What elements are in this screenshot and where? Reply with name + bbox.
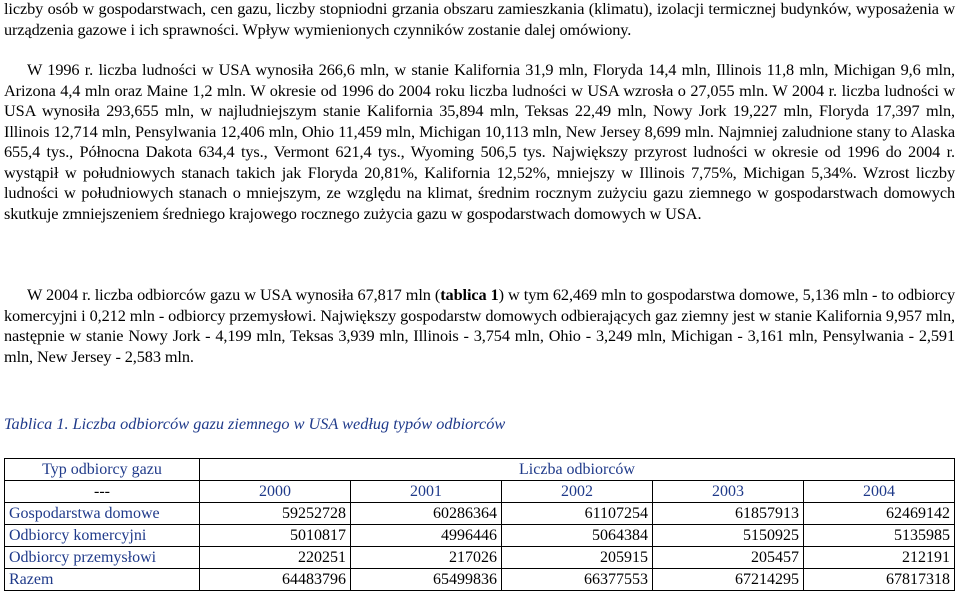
table-row bbox=[5, 525, 955, 547]
header-consumer-count: Liczba odbiorców bbox=[200, 459, 955, 481]
value-cell: 66377553 bbox=[502, 569, 653, 591]
year-cell: 2000 bbox=[200, 481, 351, 503]
year-cell: 2004 bbox=[804, 481, 955, 503]
value-cell: 205457 bbox=[653, 547, 804, 569]
row-label: Gospodarstwa domowe bbox=[5, 503, 200, 525]
value-cell: 205915 bbox=[502, 547, 653, 569]
table-years-row bbox=[5, 481, 955, 503]
consumers-table bbox=[4, 458, 955, 591]
value-cell: 5010817 bbox=[200, 525, 351, 547]
value-cell: 61857913 bbox=[653, 503, 804, 525]
value-cell: 59252728 bbox=[200, 503, 351, 525]
value-cell: 64483796 bbox=[200, 569, 351, 591]
value-cell: 212191 bbox=[804, 547, 955, 569]
row-label: Odbiorcy przemysłowi bbox=[5, 547, 200, 569]
value-cell: 217026 bbox=[351, 547, 502, 569]
table-row-total bbox=[5, 569, 955, 591]
paragraph-population: W 1996 r. liczba ludności w USA wynosiła 266,6 mln, w stanie Kalifornia 31,9 mln, Floryda 14,4 mln, Illinois 11,8 mln, Michigan 9,6 mln, Arizona 4,4 mln oraz Maine 1,2 mln. W okresie od 1996 do 2004 roku liczba ludności w USA wzrosła o 27,055 mln. W 2004 r. liczba ludności w USA wynosiła 293,655 mln, w najludniejszym stanie Kalifornia 35,894 mln, Teksas 22,49 mln, Nowy Jork 19,227 mln, Floryda 17,397 mln, Illinois 12,714 mln, Pensylwania 12,406 mln, Ohio 11,459 mln, Michigan 10,113 mln, New Jersey 8,699 mln. Najmniej zaludnione stany to Alaska 655,4 tys., Północna Dakota 634,4 tys., Vermont 621,4 tys., Wyoming 506,5 tys. Największy przyrost ludności w okresie od 1996 do 2004 r. wystąpił w południowych stanach takich jak Floryda 20,81%, Kalifornia 12,52%, mniejszy w Illinois 7,75%, Michigan 5,34%. Wzrost liczby ludności w południowych stanach o mniejszym, ze względu na klimat, średnim rocznym zużyciu gazu ziemnego w gospodarstwach domowych skutkuje zmniejszeniem średniego krajowego rocznego zużycia gazu w gospodarstwach domowych w USA. bbox=[4, 60, 955, 223]
year-cell: 2003 bbox=[653, 481, 804, 503]
table-header-row bbox=[5, 459, 955, 481]
table-row bbox=[5, 547, 955, 569]
value-cell: 62469142 bbox=[804, 503, 955, 525]
table-row bbox=[5, 503, 955, 525]
value-cell: 65499836 bbox=[351, 569, 502, 591]
value-cell: 61107254 bbox=[502, 503, 653, 525]
value-cell: 4996446 bbox=[351, 525, 502, 547]
table-caption: Tablica 1. Liczba odbiorców gazu ziemnego w USA według typów odbiorców bbox=[4, 414, 506, 433]
value-cell: 220251 bbox=[200, 547, 351, 569]
value-cell: 5150925 bbox=[653, 525, 804, 547]
header-consumer-type: Typ odbiorcy gazu bbox=[5, 459, 200, 481]
paragraph-gas-consumers bbox=[4, 285, 955, 367]
row-label: Razem bbox=[5, 569, 200, 591]
value-cell: 5135985 bbox=[804, 525, 955, 547]
year-cell: 2001 bbox=[351, 481, 502, 503]
paragraph-gas-consumers-part2: ) w tym 62,469 mln to gospodarstwa domowe, 5,136 mln - to odbiorcy komercyjni i 0,212 mln - odbiorcy przemysłowi. Największy gospodarstw domowych odbierających gaz ziemny jest w stanie Kalifornia 9,957 mln, następnie w stanie Nowy Jork - 4,199 mln, Teksas 3,939 mln, Illinois - 3,754 mln, Ohio - 3,249 mln, Michigan - 3,161 mln, Pensylwania - 2,591 mln, New Jersey - 2,583 mln. bbox=[4, 285, 955, 366]
paragraph-intro: liczby osób w gospodarstwach, cen gazu, liczby stopniodni grzania obszaru zamieszkania (klimatu), izolacji termicznej budynków, wyposażenia w urządzenia gazowe i ich sprawności. Wpływ wymienionych czynników zostanie dalej omówiony. bbox=[4, 0, 955, 39]
table-reference: tablica 1 bbox=[440, 285, 499, 304]
value-cell: 60286364 bbox=[351, 503, 502, 525]
value-cell: 5064384 bbox=[502, 525, 653, 547]
value-cell: 67214295 bbox=[653, 569, 804, 591]
years-row-dash: --- bbox=[5, 481, 200, 503]
paragraph-gas-consumers-part1: W 2004 r. liczba odbiorców gazu w USA wynosiła 67,817 mln ( bbox=[27, 285, 441, 304]
value-cell: 67817318 bbox=[804, 569, 955, 591]
year-cell: 2002 bbox=[502, 481, 653, 503]
row-label: Odbiorcy komercyjni bbox=[5, 525, 200, 547]
